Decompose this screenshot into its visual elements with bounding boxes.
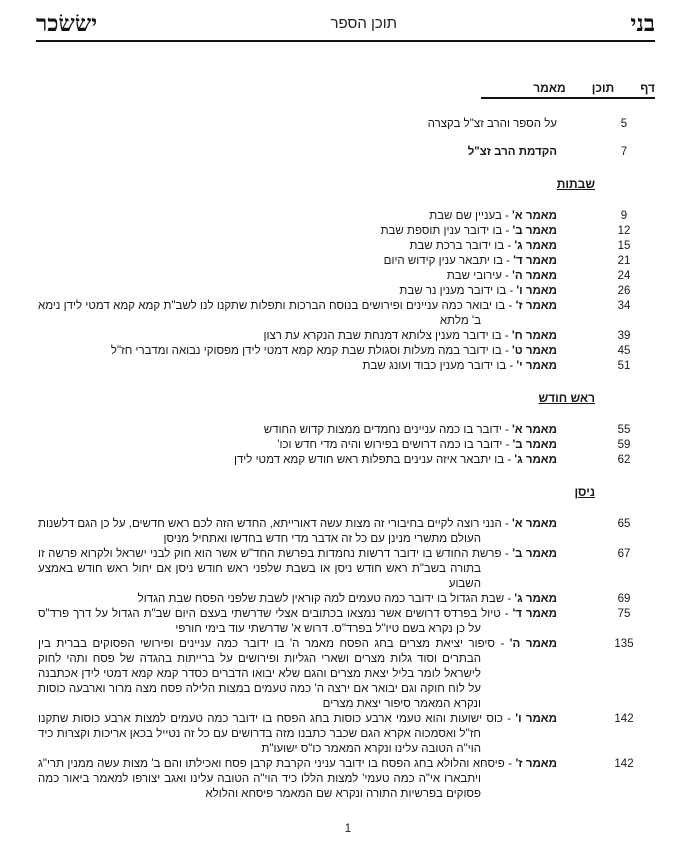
column-header-article: מאמר <box>533 81 566 95</box>
toc-row <box>36 547 655 592</box>
toc-page-number: 65 <box>617 518 631 530</box>
article-label: מאמר א' <box>512 210 557 222</box>
article-label: מאמר א' <box>512 518 557 530</box>
article-label: מאמר ג' <box>514 240 557 252</box>
column-header-row <box>36 80 655 99</box>
toc-sections <box>36 177 655 802</box>
toc-page-number: 26 <box>617 285 631 297</box>
toc-entry-text: מאמר ד' - טיול בפרדס דרושים אשר נמצאו בכתובים אצלי שדרשתי בעצם היום שב"ת הגדול על דרך פרד"ס על כן נקרא בשם טיו"ל בפרד"ס. דרוש א' שדרשתי עוד בימי חורפי <box>38 608 557 635</box>
article-label: מאמר ט' <box>511 345 557 357</box>
toc-page-number: 75 <box>617 608 631 620</box>
toc-entry-text: מאמר ג' - בו יתבאר איזה ענינים בתפלות ראש חודש קמא דמטי לידן <box>233 454 557 466</box>
toc-page-number: 69 <box>617 593 631 605</box>
toc-page-number: 24 <box>617 270 631 282</box>
book-title-right: בני <box>630 10 655 37</box>
toc-row <box>36 423 655 438</box>
toc-row <box>36 254 655 269</box>
toc-entry-text: מאמר ב' - בו ידובר ענין תוספת שבת <box>380 225 557 237</box>
article-label: מאמר ב' <box>512 439 557 451</box>
front-matter-list <box>36 117 655 160</box>
toc-row <box>36 209 655 224</box>
page-header <box>36 12 655 42</box>
toc-entry-text: מאמר ח' - בו ידובר מענין צלותא דמנחת שבת הנקרא עת רצון <box>263 330 557 342</box>
article-label: מאמר ז' <box>515 300 557 312</box>
section-title: ראש חודש <box>538 391 595 405</box>
toc-row <box>36 438 655 453</box>
article-label: מאמר ד' <box>512 608 557 620</box>
article-label: מאמר ח' <box>511 330 557 342</box>
toc-page-number: 34 <box>617 300 631 312</box>
toc-entry-text: מאמר ה' - עירובי שבת <box>446 270 557 282</box>
section-entries <box>36 517 655 802</box>
toc-row <box>36 453 655 468</box>
toc-page-number: 59 <box>617 439 631 451</box>
toc-row <box>36 239 655 254</box>
book-title-left: ישׂשׂכר <box>36 10 98 37</box>
toc-entry-text: מאמר א' - בעניין שם שבת <box>429 210 557 222</box>
toc-page-number: 39 <box>617 330 631 342</box>
article-label: מאמר א' <box>512 424 557 436</box>
toc-row <box>36 592 655 607</box>
toc-entry-text: מאמר א' - הנני רוצה לקיים בחיבורי זה מצות עשה דאורייתא, החדש הזה לכם ראש חדשים, על כן הגם דלשנות העולם מתשרי מנינן עם כל זה אדבר מדי חדש בחדשו ואתחיל מניסן <box>38 518 557 545</box>
toc-row <box>36 517 655 547</box>
page-number-footer: 1 <box>344 823 352 835</box>
article-label: מאמר ד' <box>513 255 557 267</box>
article-label: מאמר ב' <box>512 548 557 560</box>
toc-entry-text: מאמר ה' - סיפור יציאת מצרים בחג הפסח מאמר ה' בו ידובר כמה עניינים ופירושי הפסוקים בברית בין הבתרים וסוד גלות מצרים ושארי הגליות ופירושים על ברייתות בהגדה של פסח ותהי לחוק לישראל לומר בליל יצאת מצרים והגם שלא יבואו הדברים כסדר קמא קמא דמטי לידן אכתבנה על לוח חוקה וגם יבואר אם ירצה ה' כמה טעמים במצות הלילה פסח מצה מרור וארבעה כוסות ונקרא המאמר סיפור יצאת מצרים <box>38 638 557 710</box>
toc-entry-text: על הספר והרב זצ"ל בקצרה <box>427 118 557 130</box>
article-label: מאמר ז' <box>515 758 557 770</box>
article-label: מאמר ה' <box>512 270 557 282</box>
toc-row <box>36 284 655 299</box>
toc-row <box>36 359 655 374</box>
toc-row <box>36 299 655 329</box>
section-title: ניסן <box>574 485 595 499</box>
column-header-content: תוכן <box>591 81 615 95</box>
section-entries <box>36 423 655 468</box>
toc-entry-text: מאמר ג' - בו ידובר ברכת שבת <box>409 240 557 252</box>
toc-page-number: 142 <box>614 758 634 770</box>
column-header-page: דף <box>640 81 655 95</box>
toc-page-number: 51 <box>617 360 631 372</box>
article-label: מאמר י' <box>516 360 557 372</box>
toc-page-number: 15 <box>617 240 631 252</box>
toc-row <box>36 607 655 637</box>
toc-entry-text: מאמר ז' - בו יבואר כמה עניינים ופירושים בנוסח הברכות ותפלות שתקנו לנו לשב"ת קמא קמא דמטי לידן נימא ב' מלתא <box>38 300 557 327</box>
toc-entry-text: מאמר י' - בו ידובר מענין כבוד ועונג שבת <box>362 360 557 372</box>
article-label: מאמר ה' <box>509 638 557 650</box>
article-label: מאמר ג' <box>514 454 557 466</box>
toc-page-number: 135 <box>614 638 634 650</box>
toc-page-number: 62 <box>617 454 631 466</box>
toc-page-number: 12 <box>617 225 631 237</box>
toc-row <box>36 145 655 160</box>
page-title: תוכן הספר <box>330 15 398 32</box>
toc-entry-text: מאמר ט' - בו ידובר במה מעלות וסגולת שבת קמא קמא דמטי לידן מפסוקי נבואה ומדברי חז"ל <box>110 345 557 357</box>
toc-row <box>36 329 655 344</box>
article-label: מאמר ו' <box>515 713 557 725</box>
toc-page-number: 55 <box>617 424 631 436</box>
toc-page-number: 9 <box>620 210 628 222</box>
section-entries <box>36 209 655 374</box>
toc-row <box>36 269 655 284</box>
toc-entry-text: הקדמת הרב זצ"ל <box>467 146 557 158</box>
toc-entry-text: מאמר ו' - כוס ישועות והוא טעמי ארבע כוסות בחג הפסח בו ידובר כמה טעמים למצות ארבע כוסות שתקנו חז"ל ואסמכוה אקרא הגם שכבר כתבנו מזה בדרושים עם כל זה נטייל בכאן אריכות וקצרות כיד הוי"ה הטובה עלינו ונקרא המאמר כו"ס ישועו"ת <box>38 713 557 755</box>
section-title: שבתות <box>556 177 595 191</box>
toc-entry-text: מאמר ב' - ידובר בו כמה דרושים בפירוש והיה מדי חדש וכו' <box>277 439 557 451</box>
toc-entry-text: מאמר ג' - שבת הגדול בו ידובר כמה טעמים למה קוראין לשבת שלפני הפסח שבת הגדול <box>137 593 557 605</box>
toc-row <box>36 344 655 359</box>
toc-page-number: 21 <box>617 255 631 267</box>
column-headers <box>481 80 655 99</box>
toc-page-number: 45 <box>617 345 631 357</box>
toc-entry-text: מאמר ז' - פיסחא והלולא בחג הפסח בו ידובר עניני הקרבת קרבן פסח ואכילתו והם ב' מצות עשה ממנין תרי"ג ויתבארו אי"ה כמה טעמי' למצות הללו כיד הוי"ה הטובה עלינו ואגב יצורפו למאמר ביאור כמה פסוקים בפרשיות התורה ונקרא שם המאמר פיסחא והלולא <box>38 758 557 800</box>
toc-entry-text: מאמר ד' - בו יתבאר ענין קידוש היום <box>383 255 557 267</box>
toc-page-number: 7 <box>620 146 628 158</box>
toc-entry-text: מאמר ב' - פרשת החודש בו ידובר דרשות נחמדות בפרשת החד"ש אשר הוא חוק לבני ישראל ולקרוא פרשה זו בתורה בשב"ת ראש חודש ניסן או בשבת שלפני ראש חודש ניסן אם יחול ראש חודש באמצע השבוע <box>38 548 557 590</box>
toc-page-number: 67 <box>617 548 631 560</box>
toc-page-number: 5 <box>620 118 628 130</box>
toc-entry-text: מאמר ו' - בו ידובר מענין נר שבת <box>399 285 557 297</box>
toc-row <box>36 712 655 757</box>
article-label: מאמר ו' <box>516 285 557 297</box>
toc-row <box>36 757 655 802</box>
toc-row <box>36 224 655 239</box>
toc-entry-text: מאמר א' - ידובר בו כמה עניינים נחמדים ממצות קדוש החודש <box>263 424 557 436</box>
toc-row <box>36 117 655 132</box>
article-label: מאמר ג' <box>514 593 557 605</box>
toc-row <box>36 637 655 712</box>
toc-page-number: 142 <box>614 713 634 725</box>
article-label: מאמר ב' <box>512 225 557 237</box>
